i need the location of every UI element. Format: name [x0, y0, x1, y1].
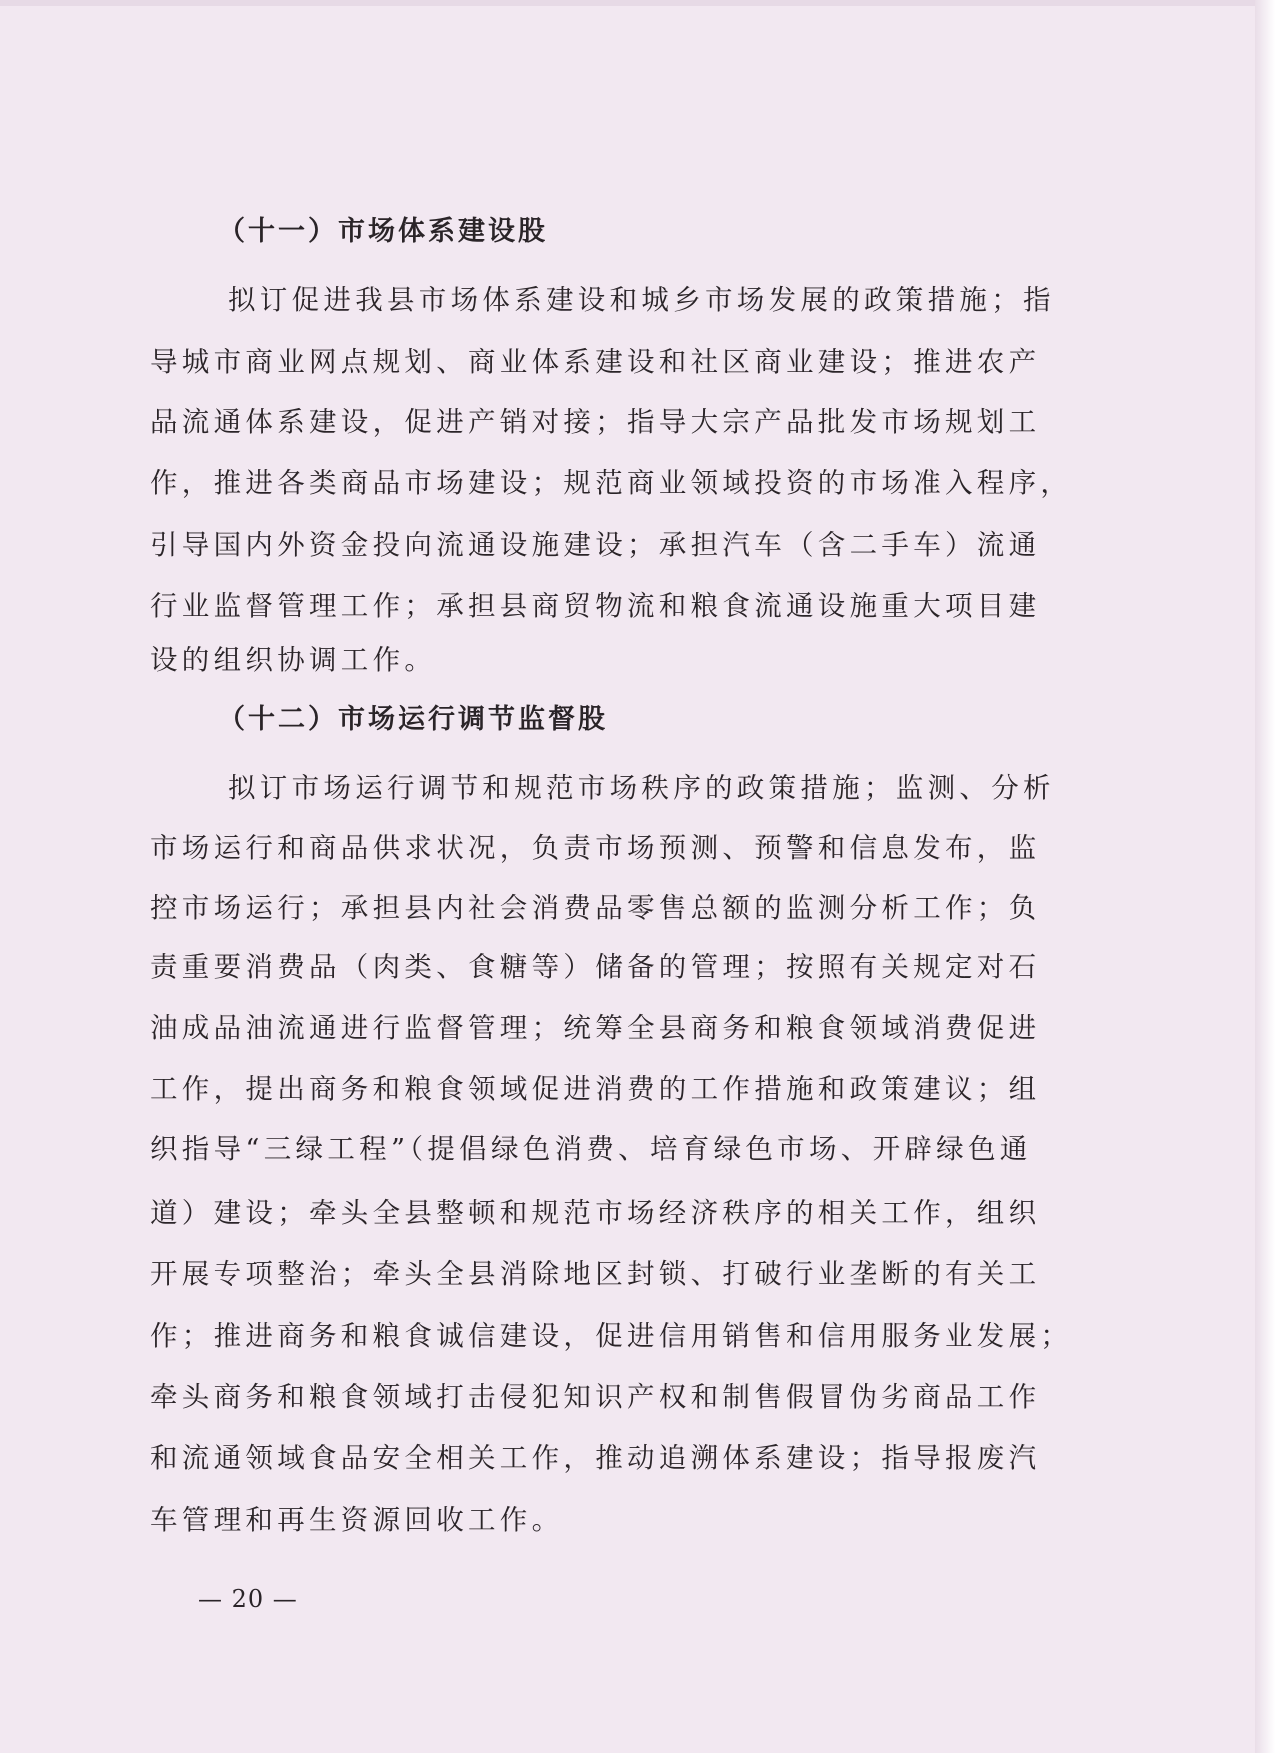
- section-11-line-4: 作，推进各类商品市场建设；规范商业领域投资的市场准入程序，: [150, 467, 1073, 499]
- section-12-title: （十二）市场运行调节监督股: [218, 704, 608, 735]
- section-11-line-2: 导城市商业网点规划、商业体系建设和社区商业建设；推进农产: [150, 346, 1041, 378]
- section-12-line-10: 作；推进商务和粮食诚信建设，促进信用销售和信用服务业发展；: [150, 1320, 1073, 1352]
- section-12-line-3: 控市场运行；承担县内社会消费品零售总额的监测分析工作；负: [150, 892, 1041, 924]
- section-11-title: （十一）市场体系建设股: [218, 216, 548, 247]
- section-11-line-5: 引导国内外资金投向流通设施建设；承担汽车（含二手车）流通: [150, 529, 1041, 561]
- scan-edge-right: [1255, 0, 1275, 1753]
- section-12-line-1: 拟订市场运行调节和规范市场秩序的政策措施；监测、分析: [228, 772, 1055, 804]
- section-12-line-4: 责重要消费品（肉类、食糖等）储备的管理；按照有关规定对石: [150, 951, 1041, 983]
- section-12-line-11: 牵头商务和粮食领域打击侵犯知识产权和制售假冒伪劣商品工作: [150, 1381, 1041, 1413]
- section-12-line-5: 油成品油流通进行监督管理；统筹全县商务和粮食领域消费促进: [150, 1012, 1041, 1044]
- section-11-line-3: 品流通体系建设，促进产销对接；指导大宗产品批发市场规划工: [150, 406, 1041, 438]
- section-12-line-12: 和流通领域食品安全相关工作，推动追溯体系建设；指导报废汽: [150, 1442, 1041, 1474]
- section-11-line-6: 行业监督管理工作；承担县商贸物流和粮食流通设施重大项目建: [150, 590, 1041, 622]
- section-11-line-1: 拟订促进我县市场体系建设和城乡市场发展的政策措施；指: [228, 284, 1055, 316]
- page-number: — 20 —: [198, 1585, 298, 1613]
- section-12-line-9: 开展专项整治；牵头全县消除地区封锁、打破行业垄断的有关工: [150, 1258, 1041, 1290]
- section-12-line-2: 市场运行和商品供求状况，负责市场预测、预警和信息发布，监: [150, 832, 1041, 864]
- section-12-line-8: 道）建设；牵头全县整顿和规范市场经济秩序的相关工作，组织: [150, 1197, 1041, 1229]
- section-11-line-7: 设的组织协调工作。: [150, 644, 437, 676]
- section-12-line-6: 工作，提出商务和粮食领域促进消费的工作措施和政策建议；组: [150, 1073, 1041, 1105]
- section-12-line-13: 车管理和再生资源回收工作。: [150, 1504, 564, 1536]
- section-12-line-7: 织指导“三绿工程”（提倡绿色消费、培育绿色市场、开辟绿色通: [150, 1133, 1032, 1165]
